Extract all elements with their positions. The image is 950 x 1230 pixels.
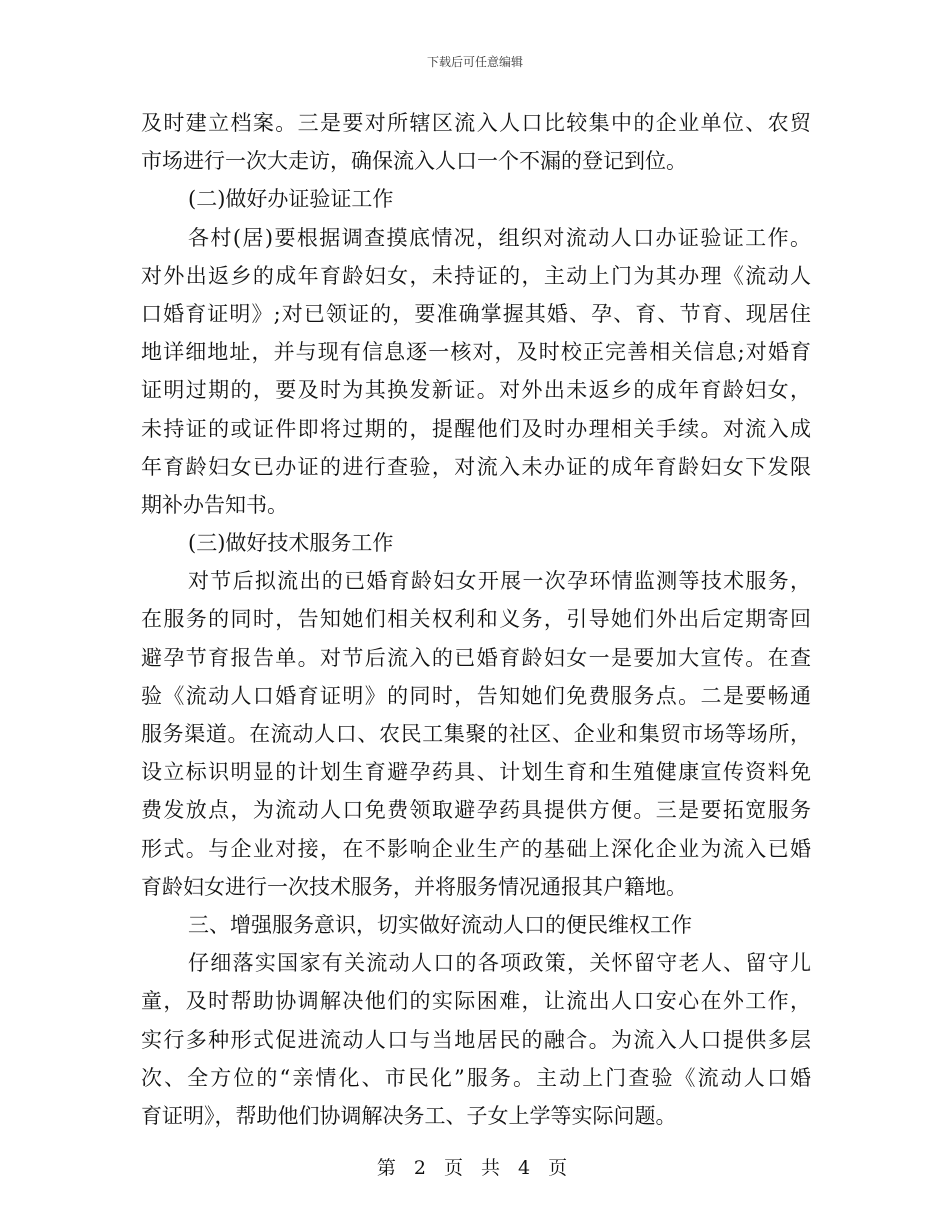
text-line: 对外出返乡的成年育龄妇女，未持证的，主动上门为其办理《流动人	[141, 263, 811, 288]
text-line: 三、增强服务意识，切实做好流动人口的便民维权工作	[188, 912, 692, 937]
text-line: 及时建立档案。三是要对所辖区流入人口比较集中的企业单位、农贸	[141, 111, 811, 135]
text-line: 育证明》，帮助他们协调解决务工、子女上学等实际问题。	[141, 1103, 677, 1128]
text-line: 在服务的同时，告知她们相关权利和义务，引导她们外出后定期寄回	[141, 607, 811, 632]
text-line: (二)做好办证验证工作	[188, 187, 394, 212]
page-footer: 第 2 页 共 4 页	[376, 1157, 574, 1179]
text-line: 育龄妇女进行一次技术服务，并将服务情况通报其户籍地。	[141, 874, 687, 899]
text-line: 各村(居)要根据调查摸底情况，组织对流动人口办证验证工作。	[188, 225, 811, 250]
text-line: 未持证的或证件即将过期的，提醒他们及时办理相关手续。对流入成	[141, 416, 811, 441]
text-line: 童，及时帮助协调解决他们的实际困难，让流出人口安心在外工作，	[141, 989, 811, 1014]
text-line: 年育龄妇女已办证的进行查验，对流入未办证的成年育龄妇女下发限	[141, 454, 811, 479]
text-line: 对节后拟流出的已婚育龄妇女开展一次孕环情监测等技术服务，	[188, 569, 811, 594]
page-header: 下载后可任意编辑	[426, 55, 523, 69]
text-line: 期补办告知书。	[141, 492, 288, 517]
text-line: 仔细落实国家有关流动人口的各项政策，关怀留守老人、留守儿	[188, 951, 811, 976]
text-line: 避孕节育报告单。对节后流入的已婚育龄妇女一是要加大宣传。在查	[141, 645, 811, 670]
document-body	[141, 104, 811, 1135]
text-line: 形式。与企业对接，在不影响企业生产的基础上深化企业为流入已婚	[141, 836, 811, 861]
text-line: 验《流动人口婚育证明》的同时，告知她们免费服务点。二是要畅通	[141, 683, 811, 708]
text-line: (三)做好技术服务工作	[188, 531, 394, 556]
text-line: 实行多种形式促进流动人口与当地居民的融合。为流入人口提供多层	[141, 1027, 811, 1052]
text-line: 设立标识明显的计划生育避孕药具、计划生育和生殖健康宣传资料免	[141, 760, 811, 785]
text-line: 费发放点，为流动人口免费领取避孕药具提供方便。三是要拓宽服务	[141, 798, 811, 823]
text-line: 市场进行一次大走访，确保流入人口一个不漏的登记到位。	[141, 149, 687, 174]
text-line: 证明过期的，要及时为其换发新证。对外出未返乡的成年育龄妇女，	[141, 378, 811, 403]
text-line: 次、全方位的“亲情化、市民化”服务。主动上门查验《流动人口婚	[141, 1065, 811, 1090]
text-line: 地详细地址，并与现有信息逐一核对，及时校正完善相关信息;对婚育	[141, 340, 811, 365]
text-line: 服务渠道。在流动人口、农民工集聚的社区、企业和集贸市场等场所，	[141, 722, 811, 746]
text-line: 口婚育证明》;对已领证的，要准确掌握其婚、孕、育、节育、现居住	[141, 301, 811, 326]
